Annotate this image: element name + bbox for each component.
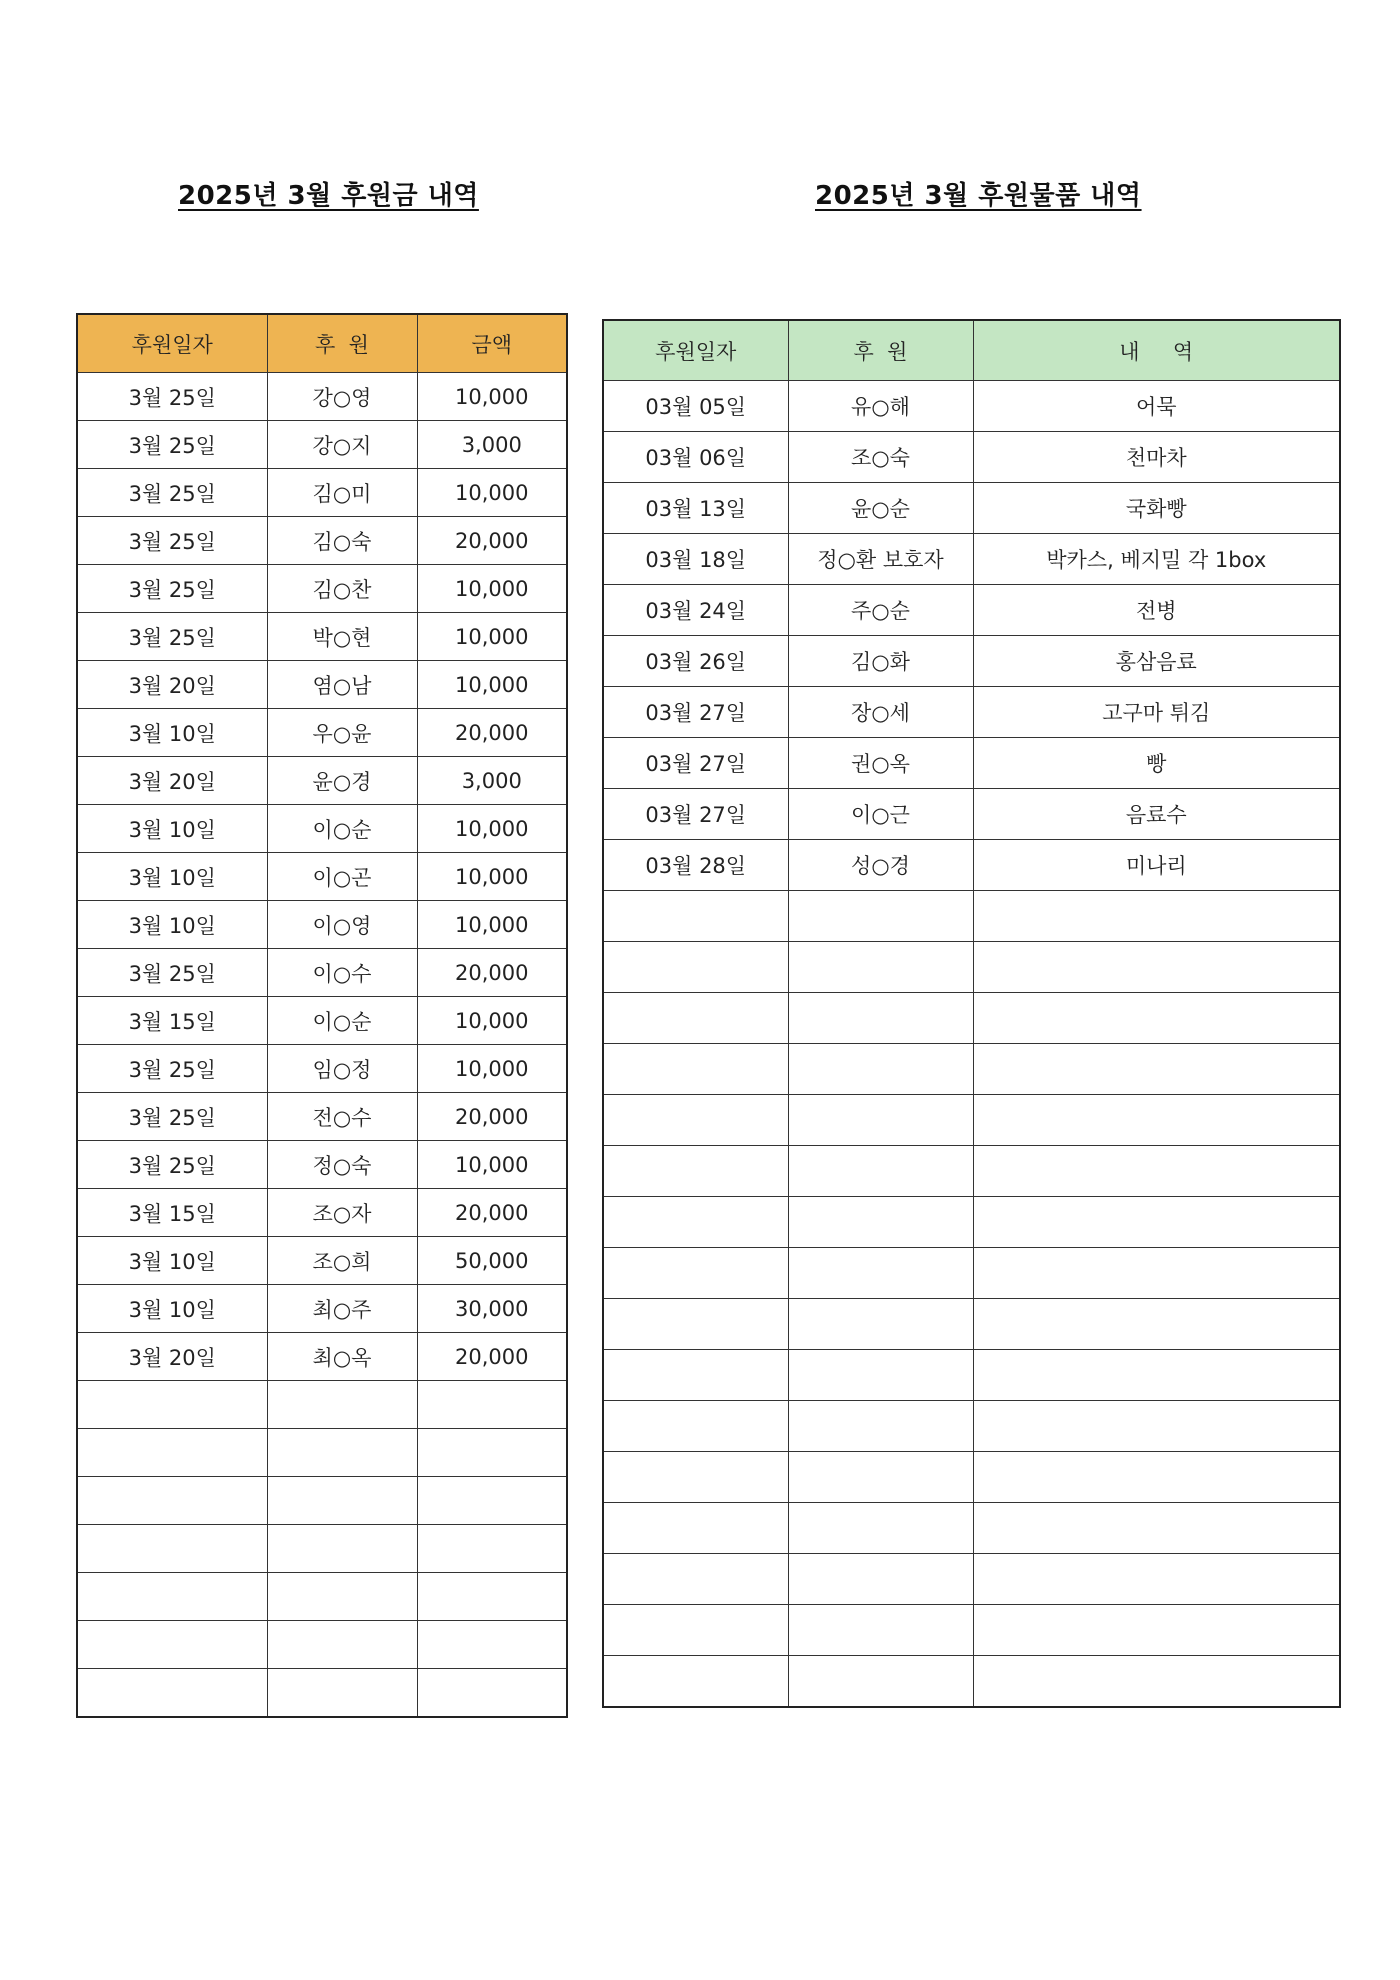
cell-donor: 조○자 — [267, 1189, 417, 1237]
cell-date: 3월 25일 — [77, 1093, 267, 1141]
cell-amount: 10,000 — [417, 901, 567, 949]
table-row — [77, 1093, 567, 1141]
cell-date — [603, 1554, 788, 1605]
donation-money-table — [76, 313, 568, 1718]
table-row — [603, 1401, 1340, 1452]
cell-item — [973, 1248, 1340, 1299]
cell-amount: 3,000 — [417, 757, 567, 805]
table-row — [603, 483, 1340, 534]
cell-donor: 주○순 — [788, 585, 973, 636]
cell-date: 3월 25일 — [77, 517, 267, 565]
cell-donor — [267, 1573, 417, 1621]
table-row — [603, 1452, 1340, 1503]
cell-date: 03월 27일 — [603, 687, 788, 738]
cell-date: 3월 20일 — [77, 757, 267, 805]
cell-donor — [788, 1350, 973, 1401]
table-row — [603, 1605, 1340, 1656]
cell-donor — [788, 942, 973, 993]
table-row — [603, 1044, 1340, 1095]
header-donor: 후 원 — [267, 314, 417, 373]
cell-donor — [267, 1621, 417, 1669]
table-row — [77, 757, 567, 805]
cell-date: 03월 24일 — [603, 585, 788, 636]
cell-donor: 이○순 — [267, 805, 417, 853]
cell-amount: 10,000 — [417, 853, 567, 901]
table-row — [77, 661, 567, 709]
cell-donor: 윤○경 — [267, 757, 417, 805]
cell-donor — [788, 1044, 973, 1095]
table-row — [77, 469, 567, 517]
cell-item — [973, 1605, 1340, 1656]
cell-date: 3월 25일 — [77, 1141, 267, 1189]
cell-amount: 50,000 — [417, 1237, 567, 1285]
cell-date — [603, 1401, 788, 1452]
cell-amount: 10,000 — [417, 997, 567, 1045]
cell-date: 3월 25일 — [77, 613, 267, 661]
cell-donor — [788, 1656, 973, 1708]
table-row — [77, 1429, 567, 1477]
cell-date — [77, 1477, 267, 1525]
table-row — [603, 585, 1340, 636]
cell-donor: 정○환 보호자 — [788, 534, 973, 585]
cell-donor — [788, 1197, 973, 1248]
table-row — [77, 1189, 567, 1237]
cell-amount: 10,000 — [417, 373, 567, 421]
cell-donor: 이○근 — [788, 789, 973, 840]
header-date: 후원일자 — [77, 314, 267, 373]
cell-date — [603, 1299, 788, 1350]
cell-donor — [788, 1605, 973, 1656]
cell-item — [973, 1554, 1340, 1605]
table-row — [77, 565, 567, 613]
cell-donor: 조○숙 — [788, 432, 973, 483]
table-row — [603, 1197, 1340, 1248]
cell-date: 3월 10일 — [77, 901, 267, 949]
table-header-row — [77, 314, 567, 373]
cell-amount: 20,000 — [417, 517, 567, 565]
cell-date: 3월 10일 — [77, 805, 267, 853]
cell-donor: 김○숙 — [267, 517, 417, 565]
cell-donor: 장○세 — [788, 687, 973, 738]
cell-amount — [417, 1429, 567, 1477]
cell-donor: 윤○순 — [788, 483, 973, 534]
cell-amount: 10,000 — [417, 1141, 567, 1189]
cell-date: 3월 25일 — [77, 565, 267, 613]
cell-amount: 20,000 — [417, 1093, 567, 1141]
table-row — [77, 901, 567, 949]
cell-amount — [417, 1477, 567, 1525]
cell-donor: 임○정 — [267, 1045, 417, 1093]
cell-amount: 20,000 — [417, 949, 567, 997]
table-row — [603, 891, 1340, 942]
cell-donor: 권○옥 — [788, 738, 973, 789]
cell-item — [973, 1146, 1340, 1197]
cell-amount: 30,000 — [417, 1285, 567, 1333]
table-row — [603, 942, 1340, 993]
table-row — [603, 738, 1340, 789]
cell-donor: 이○곤 — [267, 853, 417, 901]
cell-date: 3월 15일 — [77, 997, 267, 1045]
cell-item: 미나리 — [973, 840, 1340, 891]
cell-item — [973, 1350, 1340, 1401]
cell-donor: 조○희 — [267, 1237, 417, 1285]
cell-date — [603, 1044, 788, 1095]
table-row — [77, 1573, 567, 1621]
cell-item — [973, 1656, 1340, 1708]
cell-donor: 박○현 — [267, 613, 417, 661]
cell-amount: 10,000 — [417, 661, 567, 709]
cell-donor: 이○순 — [267, 997, 417, 1045]
cell-date — [603, 891, 788, 942]
donation-goods-table — [602, 319, 1341, 1708]
cell-date: 3월 25일 — [77, 373, 267, 421]
cell-donor: 강○지 — [267, 421, 417, 469]
cell-donor — [788, 1095, 973, 1146]
table-row — [77, 1333, 567, 1381]
cell-amount — [417, 1573, 567, 1621]
cell-date: 3월 25일 — [77, 949, 267, 997]
cell-date — [603, 1146, 788, 1197]
cell-date — [603, 1452, 788, 1503]
cell-item: 천마차 — [973, 432, 1340, 483]
cell-amount: 3,000 — [417, 421, 567, 469]
cell-date — [603, 993, 788, 1044]
cell-date: 03월 05일 — [603, 381, 788, 432]
cell-item — [973, 1401, 1340, 1452]
cell-date — [77, 1381, 267, 1429]
cell-donor — [267, 1381, 417, 1429]
table-row — [603, 1656, 1340, 1708]
table-row — [77, 1285, 567, 1333]
cell-donor — [788, 1452, 973, 1503]
table-row — [603, 636, 1340, 687]
table-row — [603, 381, 1340, 432]
cell-donor — [267, 1429, 417, 1477]
table-row — [603, 993, 1340, 1044]
cell-donor — [788, 1299, 973, 1350]
cell-item — [973, 993, 1340, 1044]
cell-item — [973, 1299, 1340, 1350]
table-row — [603, 840, 1340, 891]
table-header-row — [603, 320, 1340, 381]
cell-donor — [788, 891, 973, 942]
cell-date — [603, 1605, 788, 1656]
cell-date — [603, 1350, 788, 1401]
cell-donor: 정○숙 — [267, 1141, 417, 1189]
cell-date — [603, 1248, 788, 1299]
cell-donor: 이○영 — [267, 901, 417, 949]
cell-donor — [788, 993, 973, 1044]
table-row — [603, 1146, 1340, 1197]
table-row — [603, 1248, 1340, 1299]
cell-amount: 20,000 — [417, 1189, 567, 1237]
table-row — [77, 1621, 567, 1669]
table-row — [77, 517, 567, 565]
cell-item — [973, 1452, 1340, 1503]
cell-date — [77, 1429, 267, 1477]
cell-item: 어묵 — [973, 381, 1340, 432]
table-row — [77, 1669, 567, 1718]
cell-date — [603, 1095, 788, 1146]
cell-amount — [417, 1525, 567, 1573]
header-date: 후원일자 — [603, 320, 788, 381]
cell-item — [973, 1503, 1340, 1554]
cell-donor: 유○해 — [788, 381, 973, 432]
cell-date — [77, 1669, 267, 1718]
table-row — [77, 373, 567, 421]
cell-donor: 김○찬 — [267, 565, 417, 613]
cell-donor — [788, 1146, 973, 1197]
cell-date: 03월 27일 — [603, 789, 788, 840]
cell-donor — [788, 1554, 973, 1605]
cell-item: 박카스, 베지밀 각 1box — [973, 534, 1340, 585]
cell-donor: 김○화 — [788, 636, 973, 687]
cell-date — [77, 1573, 267, 1621]
cell-donor: 강○영 — [267, 373, 417, 421]
table-row — [77, 1525, 567, 1573]
cell-date: 3월 20일 — [77, 1333, 267, 1381]
cell-date — [603, 942, 788, 993]
cell-date: 03월 13일 — [603, 483, 788, 534]
table-row — [603, 687, 1340, 738]
table-row — [77, 1141, 567, 1189]
cell-donor: 김○미 — [267, 469, 417, 517]
table-row — [77, 997, 567, 1045]
cell-date: 3월 10일 — [77, 709, 267, 757]
cell-item — [973, 1044, 1340, 1095]
header-donor: 후 원 — [788, 320, 973, 381]
cell-donor — [267, 1525, 417, 1573]
table-row — [603, 1299, 1340, 1350]
cell-amount: 10,000 — [417, 469, 567, 517]
header-item: 내 역 — [973, 320, 1340, 381]
table-row — [77, 949, 567, 997]
cell-amount — [417, 1621, 567, 1669]
cell-date — [77, 1525, 267, 1573]
cell-date: 3월 10일 — [77, 853, 267, 901]
table-row — [603, 534, 1340, 585]
cell-donor — [267, 1669, 417, 1718]
cell-donor — [788, 1248, 973, 1299]
cell-date — [603, 1197, 788, 1248]
table-row — [77, 709, 567, 757]
cell-item: 빵 — [973, 738, 1340, 789]
table-row — [603, 432, 1340, 483]
cell-donor — [788, 1401, 973, 1452]
cell-date: 3월 20일 — [77, 661, 267, 709]
table-row — [603, 789, 1340, 840]
goods-title: 2025년 3월 후원물품 내역 — [815, 181, 1142, 211]
cell-amount: 20,000 — [417, 709, 567, 757]
cell-date: 03월 06일 — [603, 432, 788, 483]
cell-date: 3월 25일 — [77, 1045, 267, 1093]
cell-donor: 염○남 — [267, 661, 417, 709]
cell-amount — [417, 1669, 567, 1718]
cell-amount: 10,000 — [417, 805, 567, 853]
cell-amount: 10,000 — [417, 613, 567, 661]
cell-item: 음료수 — [973, 789, 1340, 840]
cell-item: 국화빵 — [973, 483, 1340, 534]
money-title: 2025년 3월 후원금 내역 — [178, 181, 479, 211]
cell-item: 고구마 튀김 — [973, 687, 1340, 738]
cell-date: 3월 25일 — [77, 421, 267, 469]
cell-amount: 10,000 — [417, 1045, 567, 1093]
cell-date: 03월 27일 — [603, 738, 788, 789]
cell-donor: 전○수 — [267, 1093, 417, 1141]
cell-amount: 20,000 — [417, 1333, 567, 1381]
table-row — [77, 853, 567, 901]
cell-donor: 이○수 — [267, 949, 417, 997]
table-row — [77, 1381, 567, 1429]
table-row — [77, 1477, 567, 1525]
cell-amount — [417, 1381, 567, 1429]
cell-date: 3월 10일 — [77, 1237, 267, 1285]
cell-item — [973, 1095, 1340, 1146]
cell-item: 전병 — [973, 585, 1340, 636]
cell-date: 3월 25일 — [77, 469, 267, 517]
cell-item — [973, 942, 1340, 993]
table-row — [77, 421, 567, 469]
cell-donor — [267, 1477, 417, 1525]
cell-date — [77, 1621, 267, 1669]
cell-donor: 최○옥 — [267, 1333, 417, 1381]
cell-donor: 성○경 — [788, 840, 973, 891]
table-row — [77, 1045, 567, 1093]
table-row — [77, 805, 567, 853]
cell-item: 홍삼음료 — [973, 636, 1340, 687]
cell-date — [603, 1656, 788, 1708]
cell-date: 03월 26일 — [603, 636, 788, 687]
cell-donor — [788, 1503, 973, 1554]
cell-date: 3월 15일 — [77, 1189, 267, 1237]
cell-date: 3월 10일 — [77, 1285, 267, 1333]
table-row — [603, 1350, 1340, 1401]
table-row — [603, 1554, 1340, 1605]
table-row — [603, 1095, 1340, 1146]
table-row — [77, 1237, 567, 1285]
cell-date: 03월 18일 — [603, 534, 788, 585]
cell-amount: 10,000 — [417, 565, 567, 613]
table-row — [603, 1503, 1340, 1554]
cell-item — [973, 891, 1340, 942]
cell-item — [973, 1197, 1340, 1248]
cell-date — [603, 1503, 788, 1554]
cell-donor: 최○주 — [267, 1285, 417, 1333]
header-amount: 금액 — [417, 314, 567, 373]
table-row — [77, 613, 567, 661]
cell-date: 03월 28일 — [603, 840, 788, 891]
cell-donor: 우○윤 — [267, 709, 417, 757]
